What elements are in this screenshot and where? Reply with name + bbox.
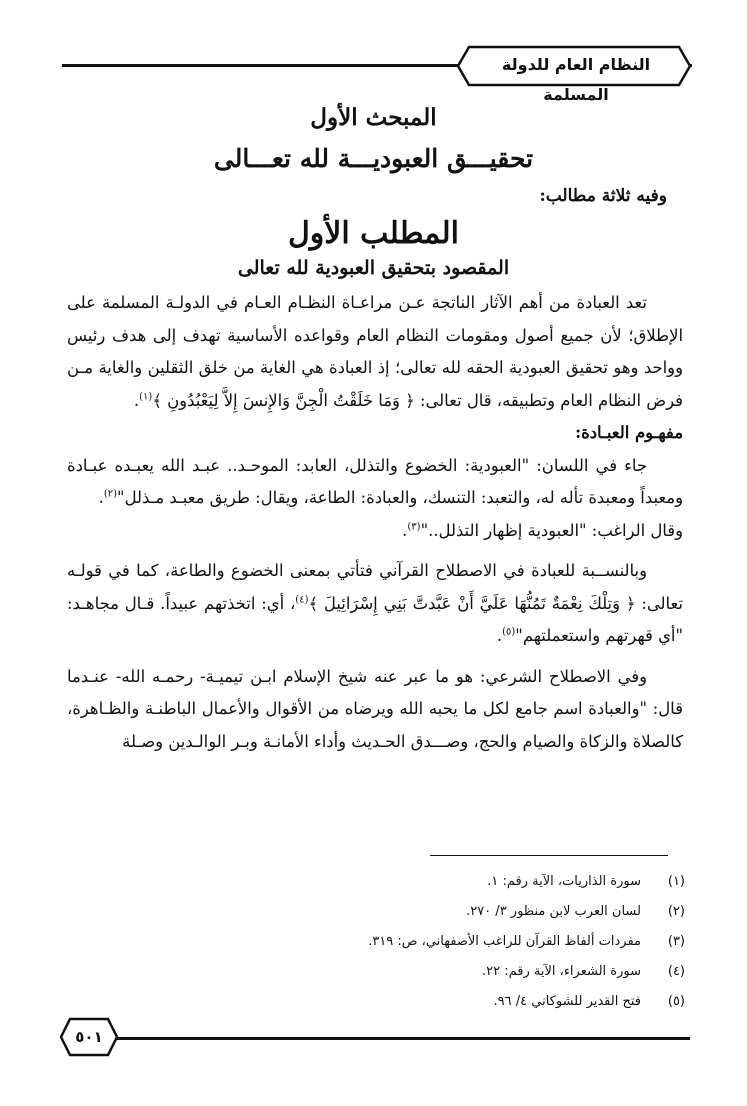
footnotes bbox=[75, 867, 685, 1017]
subheading-concept: مفهـوم العبـادة: bbox=[575, 423, 683, 442]
subsection-title: المقصود بتحقيق العبودية لله تعالى bbox=[237, 257, 510, 279]
paragraph-4: وبالنســبة للعبادة في الاصطلاح القرآني فتأتي بمعنى الخضوع والطاعة، كما في قولـه تعالى: ﴿ وَتِلْكَ نِعْمَةٌ تَمُنُّهَا عَلَيَّ أَنْ عَبَّدتَّ بَنِي إِسْرَائِيلَ ﴾$^{(٤)}$، أي: اتخذتهم عبيداً. قـال مجاهـد: "أي قهرتهم واستعملتهم"$^{(٥)}$. bbox=[67, 561, 684, 645]
footnote-ref: (٣) bbox=[407, 521, 421, 533]
footer-rule bbox=[112, 1037, 690, 1040]
footnote-item: (٤) سورة الشعراء، الآية رقم: ٢٢. bbox=[481, 964, 685, 979]
footnote-item: (١) سورة الذاريات، الآية رقم: ١. bbox=[487, 874, 685, 889]
paragraph-2: جاء في اللسان: "العبودية: الخضوع والتذلل، العابد: الموحـد.. عبـد الله يعبـده عبـادة ومعبداً ومعبدة تأله له، والتعبد: التنسك، والعبادة: الطاعة، ويقال: طريق معبـد مـذلل"$^{(٢)}$. bbox=[67, 455, 683, 507]
footnote-item: (٣) مفردات ألفاظ القرآن للراغب الأصفهاني، ص: ٣١٩. bbox=[368, 934, 685, 949]
footnote-rule bbox=[430, 855, 668, 856]
body-text bbox=[67, 287, 683, 758]
paragraph-3: وقال الراغب: "العبودية إظهار التذلل.."$^{(٣)}$. bbox=[402, 520, 683, 540]
page-number: ٥٠١ bbox=[75, 1028, 103, 1046]
footnote-item: (٥) فتح القدير للشوكاني ٤/ ٩٦. bbox=[493, 994, 685, 1009]
quran-verse: ﴿ وَتِلْكَ نِعْمَةٌ تَمُنُّهَا عَلَيَّ أَنْ عَبَّدتَّ بَنِي إِسْرَائِيلَ ﴾ bbox=[308, 593, 636, 613]
footnote-item: (٢) لسان العرب لابن منظور ٣/ ٢٧٠. bbox=[466, 904, 685, 919]
section-title: تحقيـــق العبوديـــة لله تعـــالى bbox=[213, 144, 534, 173]
quran-verse: ﴿ وَمَا خَلَقْتُ الْجِنَّ وَالإِنسَ إِلاَّ لِيَعْبُدُونِ ﴾ bbox=[152, 390, 415, 410]
section-heading: المبحث الأول bbox=[310, 104, 437, 131]
section-intro: وفيه ثلاثة مطالب: bbox=[539, 186, 667, 206]
footnote-ref: (٤) bbox=[295, 594, 309, 606]
footnote-ref: (٢) bbox=[103, 488, 118, 500]
subsection-heading: المطلب الأول bbox=[288, 216, 459, 251]
paragraph-1: تعد العبادة من أهم الآثار الناتجة عـن مراعـاة النظـام العـام في الدولـة المسلمة على الإطلاق؛ لأن جميع أصول ومقومات النظام العام وقواعده الأساسية تهدف إلى هدف رئيس وواحد وهو تحقيق العبودية الحقه لله تعالى؛ إذ العبادة هي الغاية من خلق الثقلين والغاية مـن فرض النظام العام وتطبيقه، قال تعالى: ﴿ وَمَا خَلَقْتُ الْجِنَّ وَالإِنسَ إِلاَّ لِيَعْبُدُونِ ﴾$^{(١)}$. bbox=[67, 293, 683, 410]
paragraph-5: وفي الاصطلاح الشرعي: هو ما عبر عنه شيخ الإسلام ابـن تيميـة- رحمـه الله- عنـدما قال: "والعبادة اسم جامع لكل ما يحبه الله ويرضاه من الأقوال والأعمال الباطنـة والظـاهرة، كالصلاة والزكاة والصيام والحج، وصـــدق الحـديث وأداء الأمانـة وبـر الوالـدين وصـلة bbox=[67, 666, 683, 751]
footnote-ref: (١) bbox=[139, 391, 153, 403]
footnote-ref: (٥) bbox=[502, 626, 516, 638]
running-header-title: النظام العام للدولة المسلمة bbox=[501, 55, 651, 104]
